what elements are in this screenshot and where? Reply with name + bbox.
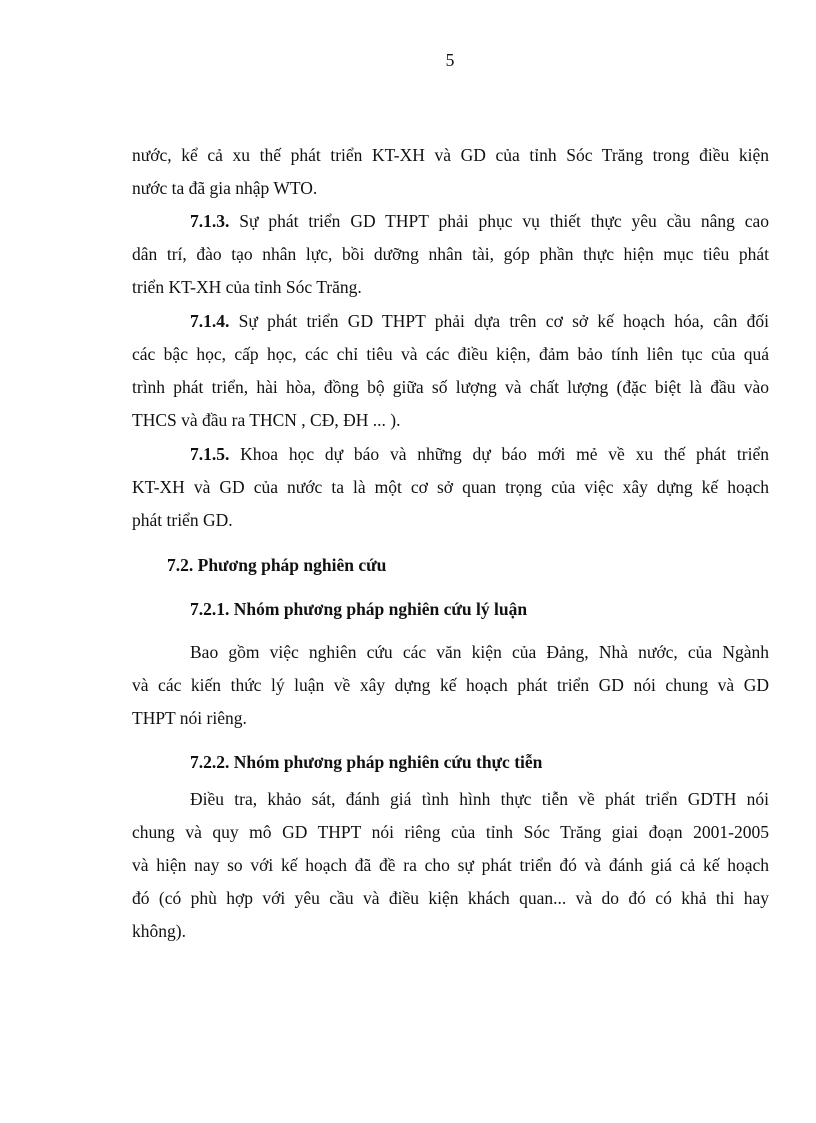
paragraph-line: Bao gồm việc nghiên cứu các văn kiện của Đảng, Nhà nước, của Ngành (190, 642, 769, 662)
paragraph-line: và hiện nay so với kế hoạch đã đề ra cho sự phát triển đó và đánh giá cả kế hoạch (132, 855, 769, 875)
section-heading: 7.2. Phương pháp nghiên cứu (167, 555, 387, 575)
paragraph-text: Khoa học dự báo và những dự báo mới mẻ về xu thế phát triển (229, 444, 769, 464)
section-number: 7.1.5. (190, 444, 230, 464)
subsection-heading: 7.2.2. Nhóm phương pháp nghiên cứu thực tiễn (190, 752, 543, 772)
subsection-heading: 7.2.1. Nhóm phương pháp nghiên cứu lý luận (190, 599, 528, 619)
paragraph-line: THPT nói riêng. (132, 708, 247, 728)
paragraph-line: KT-XH và GD của nước ta là một cơ sở quan trọng của việc xây dựng kế hoạch (132, 477, 769, 497)
paragraph-line: phát triển GD. (132, 510, 233, 530)
paragraph-text: Sự phát triển GD THPT phải phục vụ thiết thực yêu cầu nâng cao (229, 211, 769, 231)
paragraph-line: và các kiến thức lý luận về xây dựng kế hoạch phát triển GD nói chung và GD (132, 675, 769, 695)
paragraph-line: THCS và đầu ra THCN , CĐ, ĐH ... ). (132, 410, 401, 430)
page-number: 5 (445, 50, 455, 70)
paragraph-line: không). (132, 921, 186, 941)
section-number: 7.1.3. (190, 211, 230, 231)
paragraph-line: triển KT-XH của tỉnh Sóc Trăng. (132, 277, 362, 297)
paragraph-text: Sự phát triển GD THPT phải dựa trên cơ sở kế hoạch hóa, cân đối (229, 311, 769, 331)
paragraph-line: nước, kể cả xu thế phát triển KT-XH và GD của tỉnh Sóc Trăng trong điều kiện (132, 145, 769, 165)
section-number: 7.1.4. (190, 311, 230, 331)
paragraph-7-1-4-first-line (190, 310, 769, 332)
paragraph-line: đó (có phù hợp với yêu cầu và điều kiện khách quan... và do đó có khả thi hay (132, 888, 769, 908)
paragraph-line: dân trí, đào tạo nhân lực, bồi dưỡng nhân tài, góp phần thực hiện mục tiêu phát (132, 244, 769, 264)
paragraph-7-1-5-first-line (190, 443, 769, 465)
paragraph-line: chung và quy mô GD THPT nói riêng của tỉnh Sóc Trăng giai đoạn 2001-2005 (132, 822, 769, 842)
paragraph-line: Điều tra, khảo sát, đánh giá tình hình thực tiễn về phát triển GDTH nói (190, 789, 769, 809)
paragraph-line: nước ta đã gia nhập WTO. (132, 178, 318, 198)
paragraph-7-1-3-first-line (190, 210, 769, 232)
paragraph-line: trình phát triển, hài hòa, đồng bộ giữa số lượng và chất lượng (đặc biệt là đầu vào (132, 377, 769, 397)
paragraph-line: các bậc học, cấp học, các chỉ tiêu và các điều kiện, đảm bảo tính liên tục của quá (132, 344, 769, 364)
